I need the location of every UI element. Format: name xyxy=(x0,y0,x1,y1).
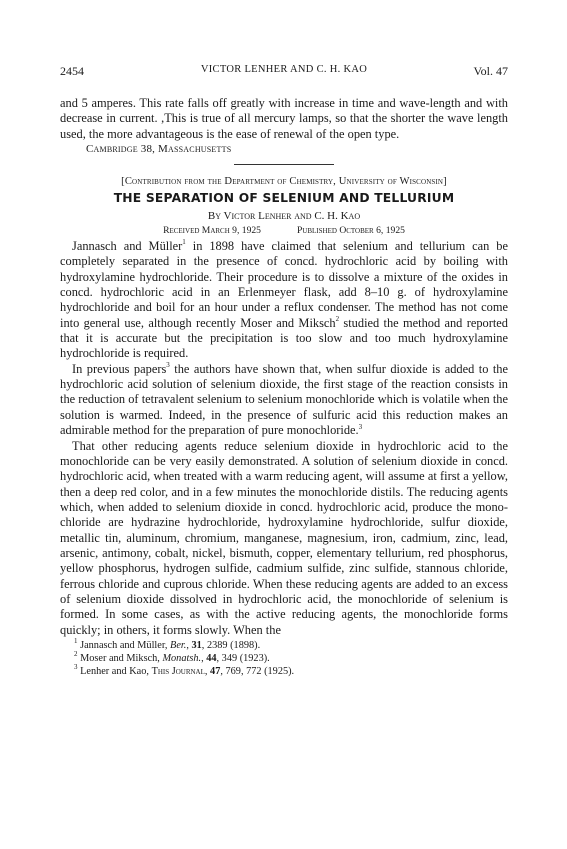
running-head: VICTOR LENHER AND C. H. KAO xyxy=(200,64,368,75)
article-title: THE SEPARATION OF SELENIUM AND TELLURIUM xyxy=(113,191,455,206)
article-dates xyxy=(60,225,508,236)
received-date: Received March 9, 1925 xyxy=(163,225,261,237)
article-byline: By Victor Lenher and C. H. Kao xyxy=(207,210,361,223)
footnote: $^3$ Lenher and Kao, This Journal, 47, 769, 772 (1925). xyxy=(74,662,295,677)
footnote-ref: 2 xyxy=(335,315,340,324)
previous-article-paragraph: and 5 amperes. This rate falls off greatly with increase in time and wave-length and with decrease in current. ,This is true of all mercury lamps, so that the shorter the wave length used, the more advantageous is the ease of renewal of the open type. xyxy=(60,96,508,141)
footnote-ref: 3 xyxy=(166,361,170,370)
footnote-ref: 1 xyxy=(182,238,186,247)
footnote-ref: 3 xyxy=(358,422,363,431)
text-column xyxy=(60,96,508,678)
published-date: Published October 6, 1925 xyxy=(296,225,405,237)
contribution-line: [Contribution from the Department of Chemistry, University of Wisconsin] xyxy=(121,176,447,188)
footnote: $^2$ Moser and Miksch, Monatsh., 44, 349 (1923). xyxy=(74,649,270,664)
previous-article-affiliation: Cambridge 38, Massachusetts xyxy=(86,143,232,156)
volume-label: Vol. 47 xyxy=(473,64,508,78)
section-divider xyxy=(234,164,334,165)
body-paragraph-3: That other reducing agents reduce selenium dioxide in hydrochloric acid to the monochloride can be very easily demonstrated. A solution of selenium dioxide in concd. hydrochloric acid, when treated with a warm reducing agent, will assume at first a yellow, then a deep red color, and in a few minutes the monochloride distils. The reducing agents which, when added to selenium dioxide in concd. hydrochloric acid, produce the mono-chloride are hydrazine hydrochloride, hydroxylamine hydrochloride, sulfur dioxide, metallic tin, aluminum, chromium, manganese, magnesium, iron, cadmium, zinc, lead, arsenic, antimony, cobalt, nickel, bismuth, copper, elementary tellurium, red phosphorus, yellow phosphorus, hydrogen sulfide, cadmium sulfide, zinc sulfide, stannous chloride, ferrous chloride and cuprous chloride. When these reducing agents are added to an excess of selenium dioxide dissolved in hydrochloric acid, the monochloride of selenium is formed. In some cases, as with the active reducing agents, the monochloride forms quickly; in others, it forms slowly. When the xyxy=(60,438,508,637)
page-number: 2454 xyxy=(60,64,84,78)
footnote: $^1$ Jannasch and Müller, Ber., 31, 2389 (1898). xyxy=(74,637,261,651)
body-paragraph-1: Jannasch and Müller$^1$ in 1898 have claimed that selenium and tellurium can be completely separated in the presence of concd. hydrochloric acid by boiling with hydroxylamine hydrochloride. Their procedure is to dissolve a mixture of the oxides in concd. hydrochloric acid in an Erlenmeyer flask, add 8–10 g. of hydroxylamine hydrochloride and boil for an hour under a reflux condenser. The method has not come into general use, although recently Moser and Miksch$^2$ studied the method and reported that it is accurate but the precipitation is too slow and too much hydroxylamine hydrochloride is required. xyxy=(60,238,508,361)
body-paragraph-2: In previous papers$^3$ the authors have shown that, when sulfur dioxide is added to the hydrochloric acid solution of selenium dioxide, the first stage of the reaction consists in the reduction of tetravalent selenium to selenium monochloride which is volatile when the solution is warmed. Indeed, in the presence of sulfuric acid this reduction makes an admirable method for the preparation of pure monochloride.$^3$ xyxy=(60,361,508,438)
page-header xyxy=(60,64,508,80)
